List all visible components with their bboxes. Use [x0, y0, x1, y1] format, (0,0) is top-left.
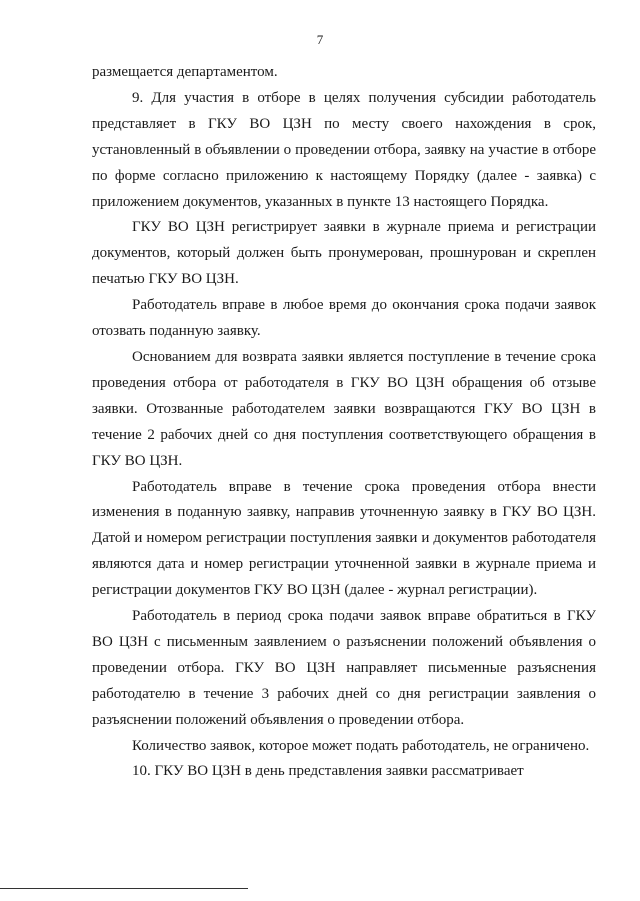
paragraph-continuation: размещается департаментом.: [92, 64, 278, 80]
page-number: 7: [316, 32, 324, 47]
footnote-divider: [0, 888, 248, 889]
paragraph-clause-10: 10. ГКУ ВО ЦЗН в день представления заявки рассматривает: [132, 763, 524, 780]
paragraph-clause-9: 9. Для участия в отборе в целях получения субсидии работодатель представляет в ГКУ ВО ЦЗН по месту своего нахождения в срок, установленный в объявлении о проведении отбора, заявку на участие в отборе по форме согласно приложению к настоящему Порядку (далее - заявка) с приложением документов, указанных в пункте 13 настоящего Порядка.: [92, 89, 596, 210]
paragraph-unlimited: Количество заявок, которое может подать работодатель, не ограничено.: [132, 737, 590, 754]
paragraph-withdraw-right: Работодатель вправе в любое время до окончания срока подачи заявок отозвать поданную заявку.: [92, 297, 596, 340]
paragraph-return-grounds: Основанием для возврата заявки является поступление в течение срока проведения отбора от работодателя в ГКУ ВО ЦЗН обращения об отзыве заявки. Отозванные работодателем заявки возвращаются ГКУ ВО ЦЗН в течение 2 рабочих дней со дня поступления соответствующего обращения в ГКУ ВО ЦЗН.: [92, 348, 596, 469]
paragraph-registration: ГКУ ВО ЦЗН регистрирует заявки в журнале приема и регистрации документов, который должен быть пронумерован, прошнурован и скреплен печатью ГКУ ВО ЦЗН.: [92, 219, 596, 288]
paragraph-clarification: Работодатель в период срока подачи заявок вправе обратиться в ГКУ ВО ЦЗН с письменным заявлением о разъяснении положений объявления о проведении отбора. ГКУ ВО ЦЗН направляет письменные разъяснения работодателю в течение 3 рабочих дней со дня регистрации заявления о разъяснении положений объявления о проведении отбора.: [92, 608, 596, 728]
paragraph-amendments: Работодатель вправе в течение срока проведения отбора внести изменения в поданную заявку, направив уточненную заявку в ГКУ ВО ЦЗН. Датой и номером регистрации поступления заявки и документов работодателя являются дата и номер регистрации уточненной заявки в журнале приема и регистрации документов ГКУ ВО ЦЗН (далее - журнал регистрации).: [92, 478, 596, 599]
body-text: [92, 60, 596, 785]
